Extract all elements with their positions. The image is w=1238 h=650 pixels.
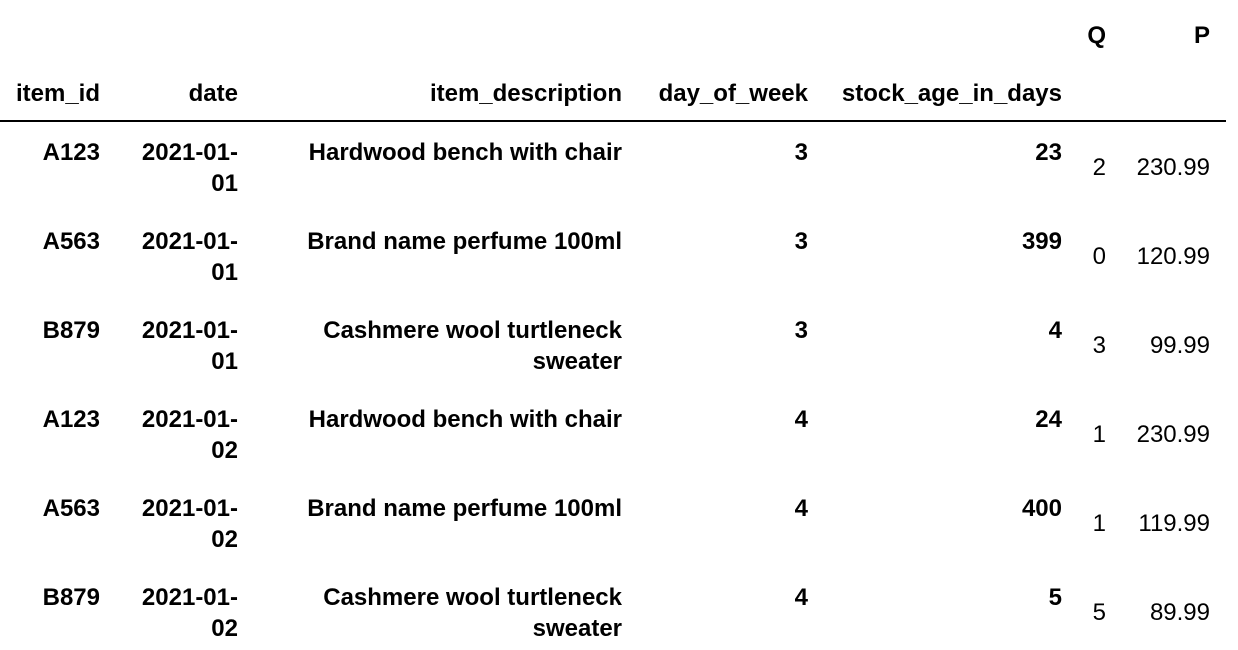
item-description-cell: Brand name perfume 100ml [307,495,622,522]
q-value-cell: 5 [1092,599,1106,626]
date-cell-line1: 2021-01- [141,495,238,522]
date-cell-line2: 02 [211,615,238,642]
date-cell-line1: 2021-01- [141,406,238,433]
item-id-cell: A563 [42,228,100,255]
column-header-item-description: item_description [429,80,622,107]
item-description-cell: Cashmere wool turtleneck [323,584,622,611]
item-id-cell: A563 [42,495,100,522]
day-of-week-cell: 3 [794,228,808,255]
item-description-cell: Hardwood bench with chair [308,406,622,433]
date-cell-line1: 2021-01- [141,228,238,255]
item-id-cell: A123 [42,139,100,166]
date-cell-line2: 01 [211,170,238,197]
item-description-cell: Hardwood bench with chair [308,139,622,166]
day-of-week-cell: 3 [794,317,808,344]
date-cell-line1: 2021-01- [141,139,238,166]
q-value-cell: 2 [1092,154,1106,181]
stock-age-cell: 399 [1021,228,1062,255]
day-of-week-cell: 4 [794,406,808,433]
day-of-week-cell: 4 [794,495,808,522]
p-value-cell: 99.99 [1149,332,1210,359]
p-value-cell: 230.99 [1136,421,1210,448]
item-description-cell: Cashmere wool turtleneck [323,317,622,344]
stock-age-cell: 400 [1021,495,1062,522]
stock-age-cell: 5 [1048,584,1062,611]
stock-age-cell: 23 [1035,139,1062,166]
q-value-cell: 3 [1092,332,1106,359]
date-cell-line2: 01 [211,348,238,375]
item-description-cell-line2: sweater [532,615,622,642]
column-header-stock-age-in-days: stock_age_in_days [841,80,1062,107]
day-of-week-cell: 3 [794,139,808,166]
day-of-week-cell: 4 [794,584,808,611]
date-cell-line1: 2021-01- [141,317,238,344]
column-header-item-id: item_id [15,80,100,107]
date-cell-line2: 02 [211,526,238,553]
stock-age-cell: 4 [1048,317,1062,344]
column-header-day-of-week: day_of_week [658,80,808,107]
stock-age-cell: 24 [1035,406,1062,433]
column-header-date: date [188,80,238,107]
column-header-q: Q [1087,22,1106,49]
column-header-p: P [1193,22,1210,49]
p-value-cell: 230.99 [1136,154,1210,181]
p-value-cell: 89.99 [1149,599,1210,626]
item-id-cell: B879 [42,584,100,611]
header-divider [0,120,1226,122]
date-cell-line1: 2021-01- [141,584,238,611]
q-value-cell: 1 [1092,421,1106,448]
p-value-cell: 120.99 [1136,243,1210,270]
q-value-cell: 1 [1092,510,1106,537]
item-description-cell: Brand name perfume 100ml [307,228,622,255]
q-value-cell: 0 [1092,243,1106,270]
item-id-cell: A123 [42,406,100,433]
date-cell-line2: 02 [211,437,238,464]
p-value-cell: 119.99 [1138,510,1210,537]
date-cell-line2: 01 [211,259,238,286]
item-description-cell-line2: sweater [532,348,622,375]
item-id-cell: B879 [42,317,100,344]
